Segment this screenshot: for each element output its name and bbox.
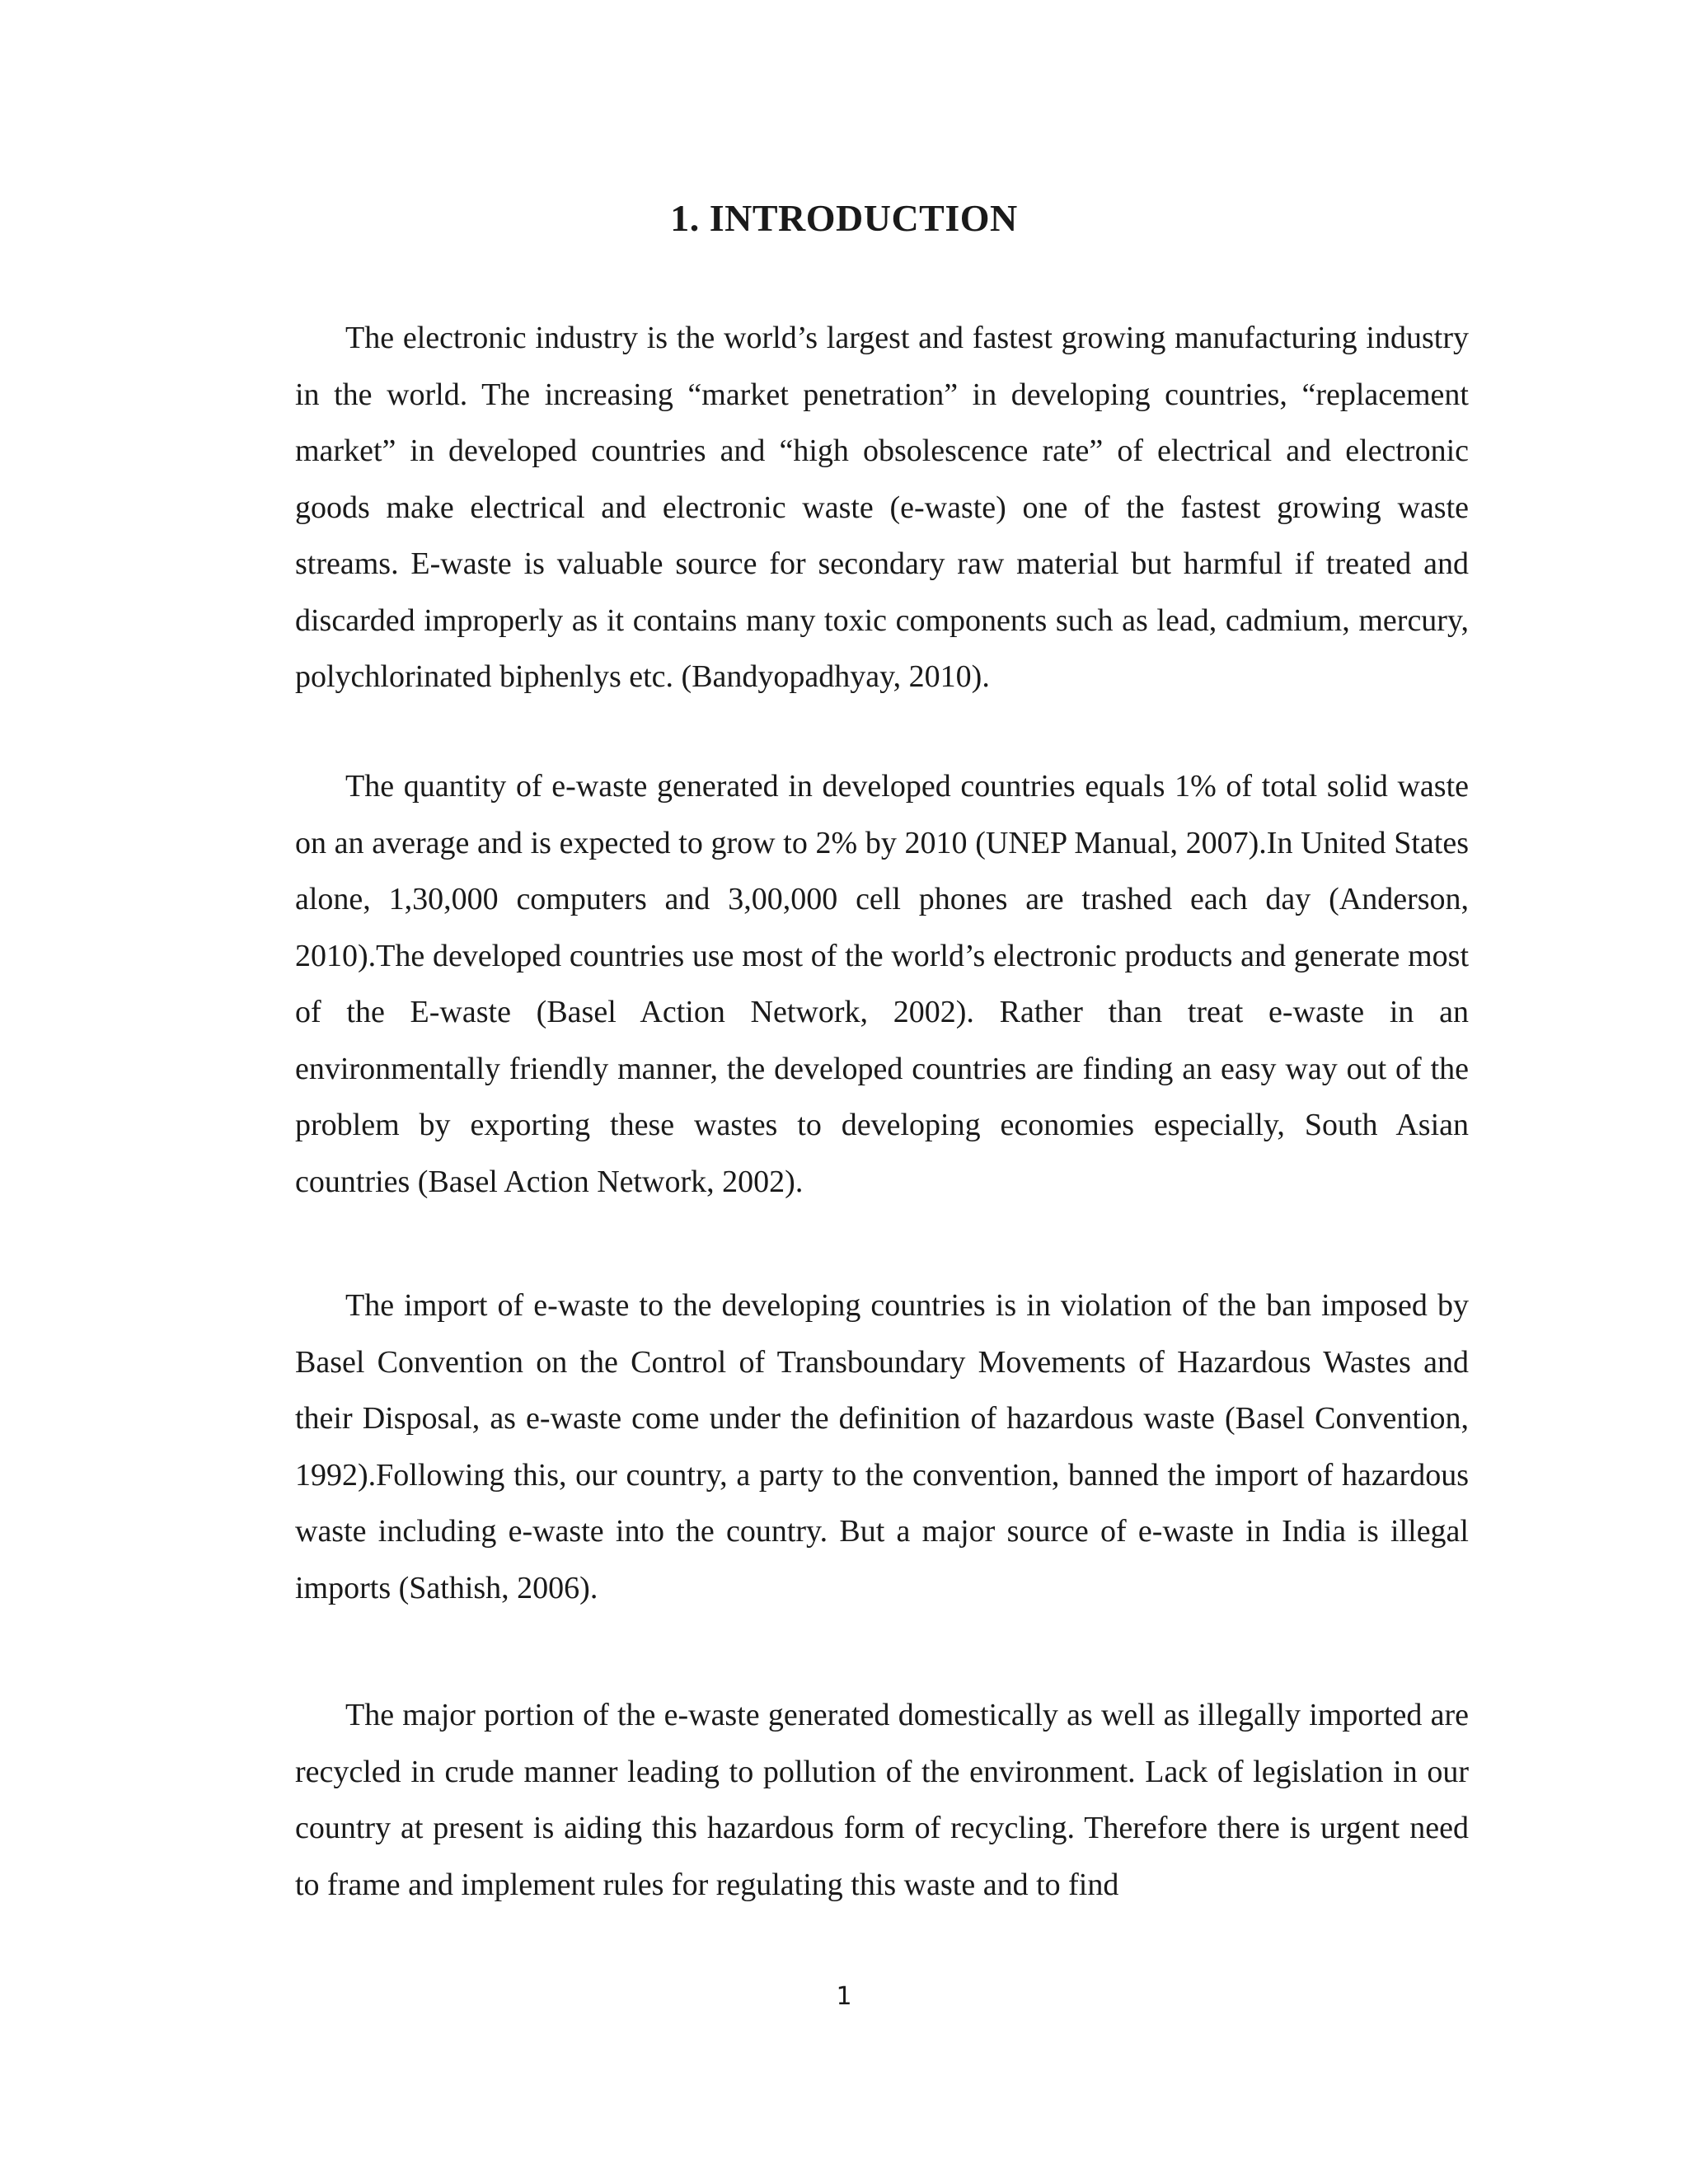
paragraph-1: The electronic industry is the world’s largest and fastest growing manufacturing industry in the world. The increasing “market penetration” in developing countries, “replacement market” in developed countries and “high obsolescence rate” of electrical and electronic goods make electrical and electronic waste (e-waste) one of the fastest growing waste streams. E-waste is valuable source for secondary raw material but harmful if treated and discarded improperly as it contains many toxic components such as lead, cadmium, mercury, polychlorinated biphenlys etc. (Bandyopadhyay, 2010). [295,321,1469,694]
paragraph-4: The major portion of the e-waste generated domestically as well as illegally imported are recycled in crude manner leading to pollution of the environment. Lack of legislation in our country at present is aiding this hazardous form of recycling. Therefore there is urgent need to frame and implement rules for regulating this waste and to find [295,1698,1469,1902]
paragraph-2: The quantity of e-waste generated in developed countries equals 1% of total solid waste on an average and is expected to grow to 2% by 2010 (UNEP Manual, 2007).In United States alone, 1,30,000 computers and 3,00,000 cell phones are trashed each day (Anderson, 2010).The developed countries use most of the world’s electronic products and generate most of the E-waste (Basel Action Network, 2002). Rather than treat e-waste in an environmentally friendly manner, the developed countries are finding an easy way out of the problem by exporting these wastes to developing economies especially, South Asian countries (Basel Action Network, 2002). [295,769,1469,1199]
page-number: 1 [836,1982,852,2011]
section-heading: 1. INTRODUCTION [670,197,1018,239]
paragraph-3: The import of e-waste to the developing countries is in violation of the ban imposed by Basel Convention on the Control of Transboundary Movements of Hazardous Wastes and their Disposal, as e-waste come under the definition of hazardous waste (Basel Convention, 1992).Following this, our country, a party to the convention, banned the import of hazardous waste including e-waste into the country. But a major source of e-waste in India is illegal imports (Sathish, 2006). [295,1288,1469,1605]
